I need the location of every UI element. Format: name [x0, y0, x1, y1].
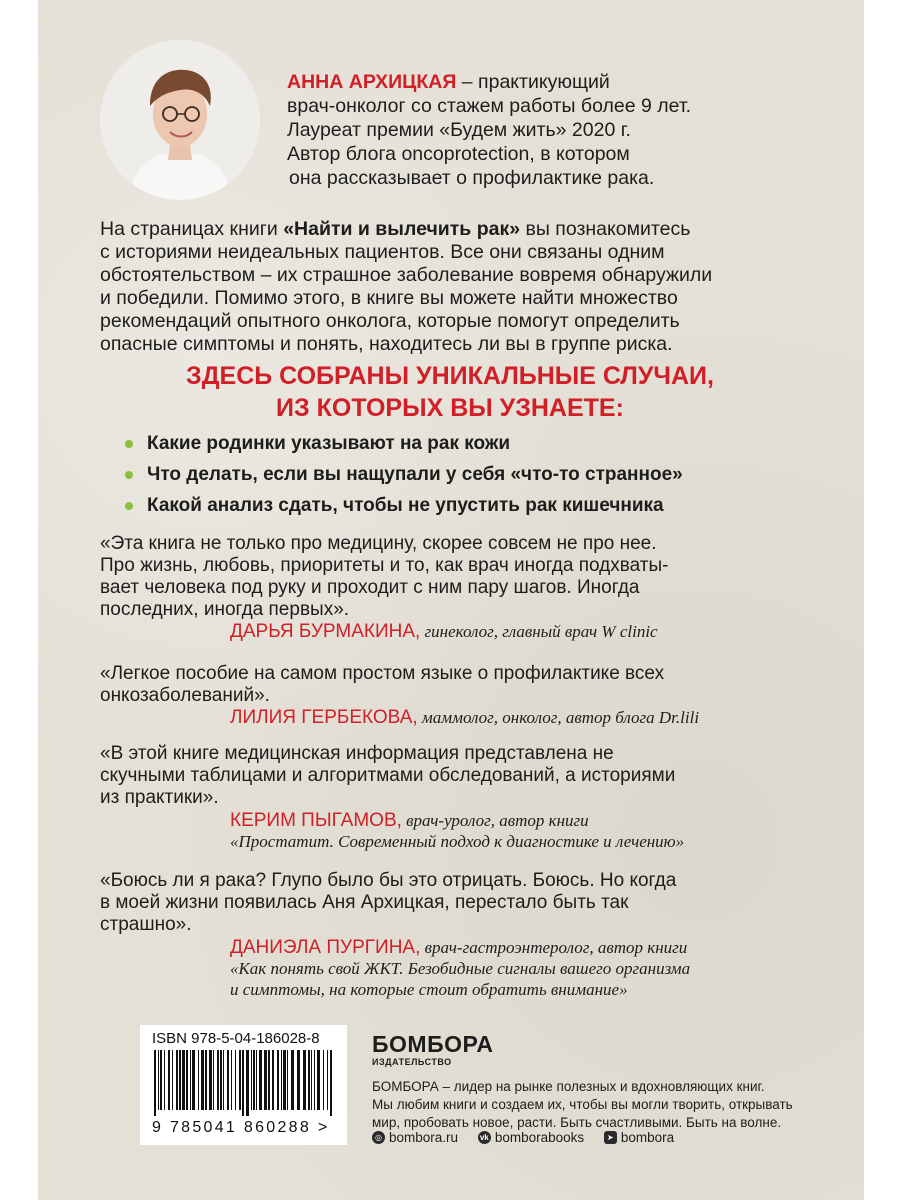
isbn-label: ISBN 978-5-04-186028-8: [152, 1030, 320, 1047]
social-website[interactable]: [372, 1130, 458, 1145]
reviewer-name: ДАНИЭЛА ПУРГИНА,: [230, 937, 421, 958]
author-photo: [100, 40, 260, 200]
quote-line: страшно».: [100, 914, 192, 935]
barcode-bar: [327, 1050, 328, 1110]
barcode-bar: [246, 1050, 249, 1116]
publisher-logo-subtitle: ИЗДАТЕЛЬСТВО: [372, 1057, 452, 1067]
barcode-bar: [182, 1050, 185, 1110]
barcode-bar: [227, 1050, 229, 1110]
publisher-line: Мы любим книги и создаем их, чтобы вы могли творить, открывать: [372, 1097, 793, 1112]
bullet-text: Какой анализ сдать, чтобы не упустить рак кишечника: [147, 495, 664, 516]
vk-icon: vk: [478, 1131, 491, 1144]
publisher-line: мир, пробовать новое, расти. Быть счастливыми. Быть на волне.: [372, 1115, 782, 1130]
intro-text: На страницах книги: [100, 218, 284, 240]
publisher-socials: [372, 1128, 690, 1145]
reviewer-book: «Как понять свой ЖКТ. Безобидные сигналы вашего организма: [230, 959, 691, 978]
quote-attribution: [230, 810, 684, 852]
quote-line: скучными таблицами и алгоритмами обследований, а историями: [100, 765, 676, 786]
quote-line: из практики».: [100, 787, 219, 808]
barcode-bar: [186, 1050, 188, 1110]
quote-line: в моей жизни появилась Аня Архицкая, перестало быть так: [100, 892, 629, 913]
reviewer-role: гинеколог, главный врач W clinic: [420, 622, 658, 641]
barcode-bar: [308, 1050, 310, 1110]
barcode-bar: [217, 1050, 219, 1110]
social-vk[interactable]: [478, 1130, 584, 1145]
publisher-line: БОМБОРА – лидер на рынке полезных и вдохновляющих книг.: [372, 1079, 765, 1094]
intro-line: обстоятельством – их страшное заболевание вовремя обнаружили: [100, 264, 713, 286]
list-item: [125, 495, 825, 517]
barcode-bar: [160, 1050, 162, 1110]
barcode-bar: [323, 1050, 324, 1110]
barcode-bar: [168, 1050, 170, 1110]
intro-paragraph: [100, 218, 800, 356]
bullet-text: Что делать, если вы нащупали у себя «что-то странное»: [147, 464, 683, 485]
reviewer-role: врач-уролог, автор книги: [401, 811, 589, 830]
barcode-icon: [152, 1050, 336, 1116]
barcode-bar: [198, 1050, 199, 1110]
review-quote: [100, 743, 820, 809]
headline-line-1: ЗДЕСЬ СОБРАНЫ УНИКАЛЬНЫЕ СЛУЧАИ,: [186, 362, 714, 390]
barcode-bar: [164, 1050, 165, 1110]
barcode-bar: [231, 1050, 232, 1110]
book-title: «Найти и вылечить рак»: [283, 218, 521, 240]
bullet-dot-icon: [125, 471, 133, 479]
barcode-bar: [242, 1050, 244, 1116]
quote-line: «Легкое пособие на самом простом языке о профилактике всех: [100, 663, 665, 684]
barcode-bar: [311, 1050, 312, 1110]
author-bio-line: она рассказывает о профилактике рака.: [289, 167, 655, 189]
reviewer-role: врач-гастроэнтеролог, автор книги: [420, 938, 688, 957]
globe-icon: ◎: [372, 1131, 385, 1144]
reviewer-role: маммолог, онколог, автор блога Dr.lili: [417, 708, 700, 727]
barcode-bar: [176, 1050, 178, 1110]
barcode-bar: [281, 1050, 282, 1110]
review-quote: [100, 663, 820, 707]
barcode-bar: [172, 1050, 173, 1110]
barcode-bar: [251, 1050, 252, 1110]
bullet-list: [125, 433, 825, 526]
quote-line: последних, иногда первых».: [100, 599, 350, 620]
barcode-bar: [190, 1050, 191, 1110]
barcode-bar: [253, 1050, 255, 1110]
barcode-bar: [209, 1050, 212, 1110]
barcode-bar: [303, 1050, 306, 1110]
reviewer-book: и симптомы, на которые стоит обратить внимание»: [230, 980, 628, 999]
quote-attribution: [230, 621, 658, 642]
barcode-bar: [179, 1050, 181, 1110]
reviewer-name: ДАРЬЯ БУРМАКИНА,: [230, 621, 421, 642]
headline-line-2: ИЗ КОТОРЫХ ВЫ УЗНАЕТЕ:: [276, 394, 624, 422]
section-headline: [100, 360, 800, 424]
social-label: bomborabooks: [494, 1130, 585, 1145]
quote-line: «Эта книга не только про медицину, скорее совсем не про нее.: [100, 533, 657, 554]
barcode-bar: [297, 1050, 300, 1110]
barcode-bar: [220, 1050, 222, 1110]
intro-line: опасные симптомы и понять, находитесь ли вы в группе риска.: [100, 333, 673, 355]
barcode-bar: [268, 1050, 270, 1110]
telegram-icon: ➤: [604, 1131, 617, 1144]
barcode-bar: [283, 1050, 286, 1110]
barcode-bar: [158, 1050, 159, 1110]
list-item: [125, 464, 825, 486]
barcode-bar: [256, 1050, 257, 1110]
publisher-logo: БОМБОРА: [372, 1031, 494, 1057]
reviewer-book: «Простатит. Современный подход к диагностике и лечению»: [230, 832, 685, 851]
list-item: [125, 433, 825, 455]
publisher-description: [372, 1078, 832, 1132]
author-bio: [287, 70, 707, 190]
bullet-text: Какие родинки указывают на рак кожи: [147, 433, 511, 454]
author-portrait-icon: [100, 40, 260, 200]
review-quote: [100, 870, 820, 936]
social-telegram[interactable]: [604, 1130, 674, 1145]
barcode-bar: [330, 1050, 332, 1116]
quote-line: Про жизнь, любовь, приоритеты и то, как врач иногда подхваты-: [100, 555, 669, 576]
intro-line: и победили. Помимо этого, в книге вы можете найти множество: [100, 287, 678, 309]
barcode-bar: [314, 1050, 315, 1110]
intro-line: рекомендаций опытного онколога, которые помогут определить: [100, 310, 680, 332]
review-quote: [100, 533, 820, 621]
quote-attribution: [230, 937, 690, 1000]
barcode-bar: [291, 1050, 294, 1110]
barcode-bar: [235, 1050, 236, 1110]
author-bio-line: Лауреат премии «Будем жить» 2020 г.: [287, 119, 631, 141]
intro-line: [100, 218, 800, 241]
barcode-bar: [277, 1050, 279, 1110]
barcode-bar: [201, 1050, 204, 1110]
quote-line: онкозаболеваний».: [100, 685, 270, 706]
barcode-bar: [317, 1050, 320, 1110]
quote-line: «В этой книге медицинская информация представлена не: [100, 743, 614, 764]
quote-line: «Боюсь ли я рака? Глупо было бы это отрицать. Боюсь. Но когда: [100, 870, 677, 891]
author-bio-line-1: – практикующий: [456, 71, 610, 93]
quote-line: вает человека под руку и проходит с ним пару шагов. Иногда: [100, 577, 640, 598]
barcode-bar: [287, 1050, 288, 1110]
author-bio-line: врач-онколог со стажем работы более 9 лет.: [287, 95, 692, 117]
barcode-bar: [264, 1050, 267, 1110]
reviewer-name: КЕРИМ ПЫГАМОВ,: [230, 810, 402, 831]
social-label: bombora: [620, 1130, 675, 1145]
bullet-dot-icon: [125, 440, 133, 448]
barcode-digits: 9 785041 860288 >: [152, 1119, 330, 1136]
quote-attribution: [230, 707, 699, 728]
author-bio-line: Автор блога oncoprotection, в котором: [287, 143, 630, 165]
barcode-bar: [192, 1050, 195, 1110]
intro-line: с историями неидеальных пациентов. Все они связаны одним: [100, 241, 665, 263]
barcode-bar: [154, 1050, 156, 1116]
barcode-bar: [213, 1050, 214, 1110]
barcode-bar: [272, 1050, 274, 1110]
barcode-bar: [205, 1050, 207, 1110]
intro-text: вы познакомитесь: [520, 218, 691, 240]
bullet-dot-icon: [125, 502, 133, 510]
barcode-bar: [259, 1050, 262, 1110]
barcode-bar: [223, 1050, 224, 1110]
reviewer-name: ЛИЛИЯ ГЕРБЕКОВА,: [230, 707, 418, 728]
author-name: АННА АРХИЦКАЯ: [287, 71, 457, 93]
barcode-bar: [239, 1050, 241, 1110]
social-label: bombora.ru: [389, 1130, 459, 1145]
